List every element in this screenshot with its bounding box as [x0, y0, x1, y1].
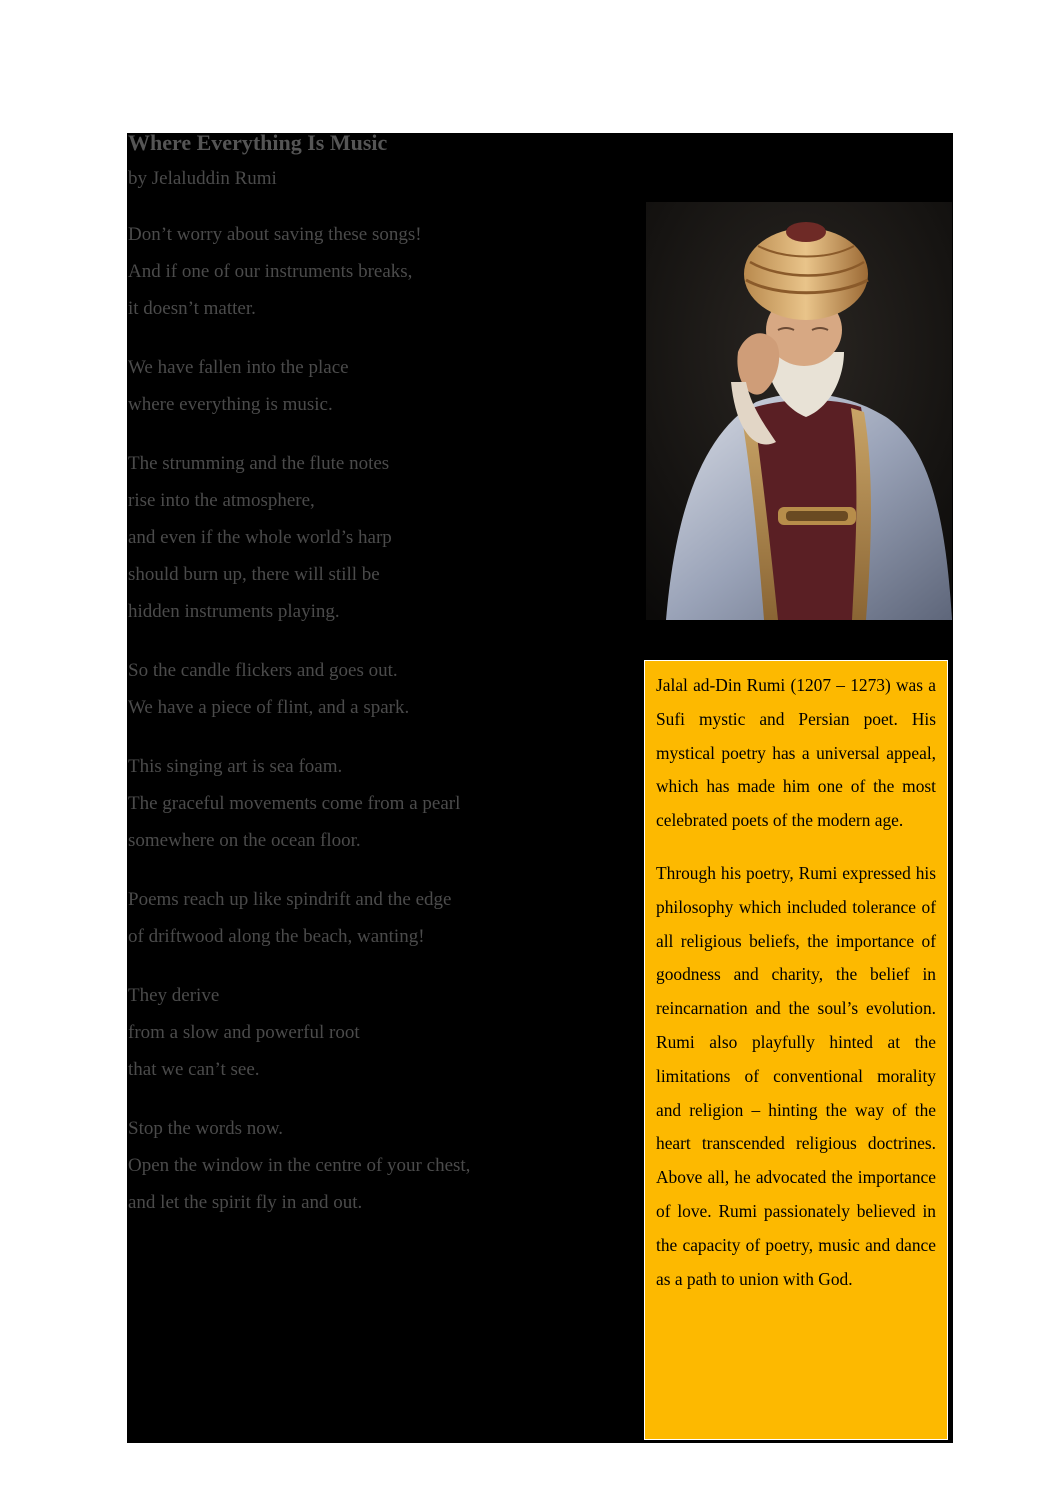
poem-line: And if one of our instruments breaks, — [128, 261, 413, 282]
poem-stanza — [128, 216, 628, 327]
poem-line: They derive — [128, 985, 220, 1006]
poem-stanza — [128, 977, 628, 1088]
poem-line: from a slow and powerful root — [128, 1022, 360, 1043]
poem-stanza — [128, 748, 628, 859]
poem-stanza — [128, 1110, 628, 1221]
poem-stanza — [128, 445, 628, 630]
poem-line: The graceful movements come from a pearl — [128, 793, 461, 814]
poem-line: and let the spirit fly in and out. — [128, 1192, 363, 1213]
poem-line: Open the window in the centre of your chest, — [128, 1155, 471, 1176]
poem-line: it doesn’t matter. — [128, 298, 256, 319]
poem-line: somewhere on the ocean floor. — [128, 830, 361, 851]
poem-line: rise into the atmosphere, — [128, 490, 315, 511]
poem-line: that we can’t see. — [128, 1059, 260, 1080]
poem-line: This singing art is sea foam. — [128, 756, 343, 777]
poem-line: should burn up, there will still be — [128, 564, 380, 585]
poem-line: hidden instruments playing. — [128, 601, 340, 622]
poem-stanza — [128, 652, 628, 726]
bio-paragraph-2: Through his poetry, Rumi expressed his philosophy which included tolerance of all religious beliefs, the importance of goodness and charity, the belief in reincarnation and the soul’s evolution. Rumi also playfully hinted at the limitations of conventional morality and religion – hinting the way of the heart transcended religious doctrines. Above all, he advocated the importance of love. Rumi passionately believed in the capacity of poetry, music and dance as a path to union with God. — [656, 862, 936, 1289]
poem-title: Where Everything Is Music — [128, 130, 388, 155]
poem-line: Stop the words now. — [128, 1118, 283, 1139]
poem — [128, 128, 628, 1221]
poem-line: of driftwood along the beach, wanting! — [128, 926, 425, 947]
poem-line: We have a piece of flint, and a spark. — [128, 697, 410, 718]
poem-line: So the candle flickers and goes out. — [128, 660, 398, 681]
poem-line: We have fallen into the place — [128, 357, 349, 378]
poem-stanza — [128, 349, 628, 423]
poem-line: where everything is music. — [128, 394, 333, 415]
poem-line: Don’t worry about saving these songs! — [128, 224, 422, 245]
poem-line: Poems reach up like spindrift and the edge — [128, 889, 452, 910]
poem-line: and even if the whole world’s harp — [128, 527, 392, 548]
poem-author: by Jelaluddin Rumi — [128, 168, 277, 189]
poem-line: The strumming and the flute notes — [128, 453, 390, 474]
bio-paragraph-1: Jalal ad-Din Rumi (1207 – 1273) was a Sufi mystic and Persian poet. His mystical poetry has a universal appeal, which has made him one of the most celebrated poets of the modern age. — [656, 675, 936, 831]
bio-box — [644, 660, 948, 1440]
rumi-portrait-image — [646, 202, 952, 620]
poem-stanza — [128, 881, 628, 955]
